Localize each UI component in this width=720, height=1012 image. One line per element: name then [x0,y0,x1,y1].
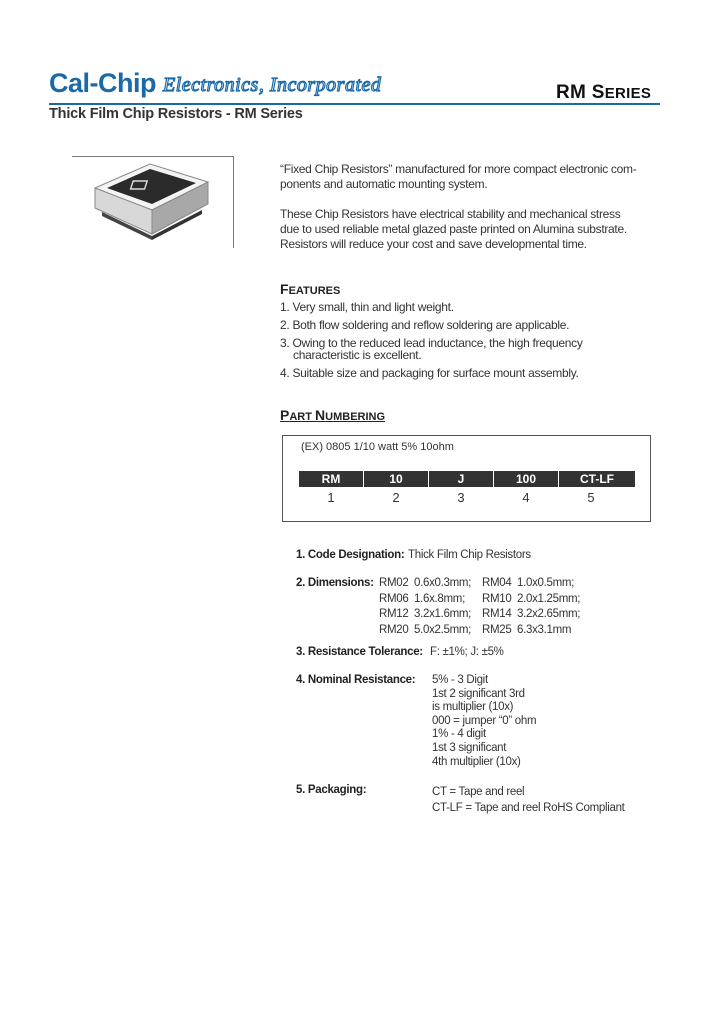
code-number: 5 [587,490,595,505]
intro-line: These Chip Resistors have electrical stability and mechanical stress [280,207,621,221]
nominal-line: is multiplier (10x) [432,701,514,714]
dimension-row [379,577,575,593]
dim-code: RM14 [482,608,512,620]
nominal-line: 1st 2 significant 3rd [432,687,525,700]
dim-size: 0.6x0.3mm; [414,577,472,589]
packaging-values [432,784,625,816]
code-cell-tolerance: J [429,471,493,487]
tolerance-label: 3. Resistance Tolerance: [296,646,423,658]
code-cell-packaging: CT-LF [559,471,635,487]
intro-line: Resistors will reduce your cost and save developmental time. [280,237,587,251]
header-rule [49,103,660,105]
heading-cap: N [315,407,326,423]
dim-code: RM06 [379,592,409,605]
heading-rest: UMBERING [325,411,386,423]
series-title [556,82,651,104]
feature-item: 4. Suitable size and packaging for surface mount assembly. [280,366,579,380]
code-number: 1 [327,490,335,505]
code-number: 4 [522,490,530,505]
code-cell-size: 10 [364,471,428,487]
part-numbering-heading [280,407,385,423]
feature-item: 1. Very small, thin and light weight. [280,300,454,314]
nominal-line: 4th multiplier (10x) [432,755,521,768]
code-number: 2 [392,490,400,505]
nominal-resistance-label: 4. Nominal Resistance: [296,674,416,686]
dim-size: 3.2x1.6mm; [414,608,472,620]
nominal-line: 1% - 4 digit [432,728,486,741]
nominal-line: 000 = jumper “0” ohm [432,714,537,727]
packaging-line: CT = Tape and reel [432,786,525,798]
dim-code: RM02 [379,577,409,589]
dim-code: RM25 [482,623,512,636]
intro-line: ponents and automatic mounting system. [280,177,488,191]
dimensions-label: 2. Dimensions: [296,577,374,589]
image-frame-top [72,156,234,157]
feature-item-continued: characteristic is excellent. [293,348,422,362]
company-name: Electronics, Incorporated [163,74,382,96]
packaging-label: 5. Packaging: [296,784,367,796]
dim-size: 3.2x2.65mm; [517,608,581,620]
heading-rest: EATURES [288,285,341,297]
nominal-resistance-values [432,674,536,769]
chip-resistor-image [90,160,215,245]
brand-logo: Cal-Chip [49,68,156,98]
intro-line: “Fixed Chip Resistors” manufactured for more compact electronic com- [280,162,637,176]
page-subtitle: Thick Film Chip Resistors - RM Series [49,106,303,122]
feature-item: 2. Both flow soldering and reflow soldering are applicable. [280,318,570,332]
heading-cap: F [280,281,289,297]
tolerance-value: F: ±1%; J: ±5% [430,646,504,658]
dim-size: 2.0x1.25mm; [517,592,581,605]
dimensions-table [379,577,581,639]
code-designation-label: 1. Code Designation: [296,549,405,561]
dim-code: RM20 [379,623,409,636]
code-cell-resistance: 100 [494,471,558,487]
dim-size: 1.6x.8mm; [414,592,465,605]
code-designation-value: Thick Film Chip Resistors [408,549,531,561]
dimension-row [379,592,581,609]
heading-rest: ART [289,411,316,423]
series-rest: ERIES [604,85,652,102]
series-prefix: RM [556,82,592,103]
nominal-line: 1st 3 significant [432,741,507,754]
series-cap: S [591,82,605,103]
intro-paragraph-1 [280,162,636,192]
dim-code: RM10 [482,592,512,605]
dimension-row [379,608,581,624]
dim-size: 1.0x0.5mm; [517,577,575,589]
nominal-line: 5% - 3 Digit [432,674,488,686]
packaging-line: CT-LF = Tape and reel RoHS Compliant [432,802,625,814]
heading-cap: P [280,407,290,423]
intro-line: due to used reliable metal glazed paste printed on Alumina substrate. [280,222,627,236]
dimension-row [379,623,572,640]
feature-item: 3. Owing to the reduced lead inductance, the high frequency [280,336,583,350]
code-cell-series: RM [299,471,363,487]
features-heading [280,281,340,297]
dim-size: 6.3x3.1mm [517,623,572,636]
dim-size: 5.0x2.5mm; [414,623,472,636]
dim-code: RM12 [379,608,409,620]
part-number-example: (EX) 0805 1/10 watt 5% 10ohm [301,441,454,453]
image-frame-right [233,156,234,248]
intro-paragraph-2 [280,207,627,252]
dim-code: RM04 [482,577,512,589]
code-number: 3 [457,490,465,505]
